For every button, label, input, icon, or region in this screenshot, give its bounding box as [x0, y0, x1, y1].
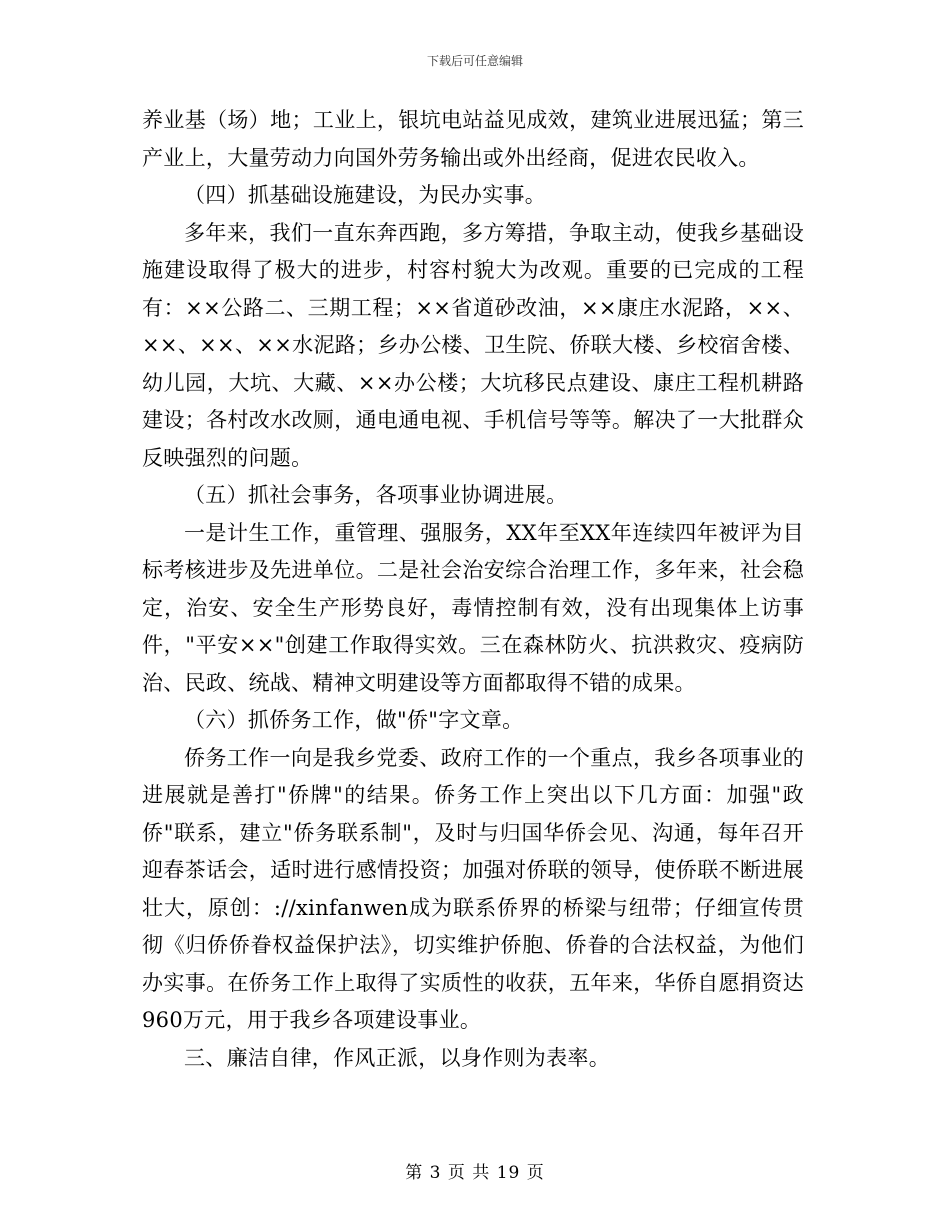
page-header: 下载后可任意编辑 — [426, 54, 523, 68]
paragraph-social-affairs: 一是计生工作，重管理、强服务，XX年至XX年连续四年被评为目标考核进步及先进单位。二是社会治安综合治理工作，多年来，社会稳定，治安、安全生产形势良好，毒情控制有效，没有出现集体上访事件，"平安××"创建工作取得实效。三在森林防火、抗洪救灾、疫病防治、民政、统战、精神文明建设等方面都取得不错的成果。 — [142, 520, 804, 695]
paragraph-infrastructure: 多年来，我们一直东奔西跑，多方筹措，争取主动，使我乡基础设施建设取得了极大的进步，村容村貌大为改观。重要的已完成的工程有：××公路二、三期工程；××省道砂改油，××康庄水泥路，××、××、××、××水泥路；乡办公楼、卫生院、侨联大楼、乡校宿舍楼、幼儿园，大坑、大藏、××办公楼；大坑移民点建设、康庄工程机耕路建设；各村改水改厕，通电通电视、手机信号等等。解决了一大批群众反映强烈的问题。 — [142, 220, 804, 470]
document-body — [142, 102, 804, 1077]
page-footer: 第 3 页 共 19 页 — [405, 1163, 545, 1183]
paragraph-continuation: 养业基（场）地；工业上，银坑电站益见成效，建筑业进展迅猛；第三产业上，大量劳动力向国外劳务输出或外出经商，促进农民收入。 — [142, 108, 804, 170]
section-heading-3: 三、廉洁自律，作风正派，以身作则为表率。 — [184, 1045, 610, 1070]
section-heading-4: （四）抓基础设施建设，为民办实事。 — [184, 183, 547, 207]
section-heading-6: （六）抓侨务工作，做"侨"字文章。 — [184, 708, 524, 732]
paragraph-overseas-chinese: 侨务工作一向是我乡党委、政府工作的一个重点，我乡各项事业的进展就是善打"侨牌"的结果。侨务工作上突出以下几方面：加强"政侨"联系，建立"侨务联系制"，及时与归国华侨会见、沟通，每年召开迎春茶话会，适时进行感情投资；加强对侨联的领导，使侨联不断进展壮大，原创：://xinfanwen成为联系侨界的桥梁与纽带；仔细宣传贯彻《归侨侨眷权益保护法》，切实维护侨胞、侨眷的合法权益，为他们办实事。在侨务工作上取得了实质性的收获，五年来，华侨自愿捐资达960万元，用于我乡各项建设事业。 — [142, 745, 804, 1032]
section-heading-5: （五）抓社会事务，各项事业协调进展。 — [184, 483, 568, 507]
